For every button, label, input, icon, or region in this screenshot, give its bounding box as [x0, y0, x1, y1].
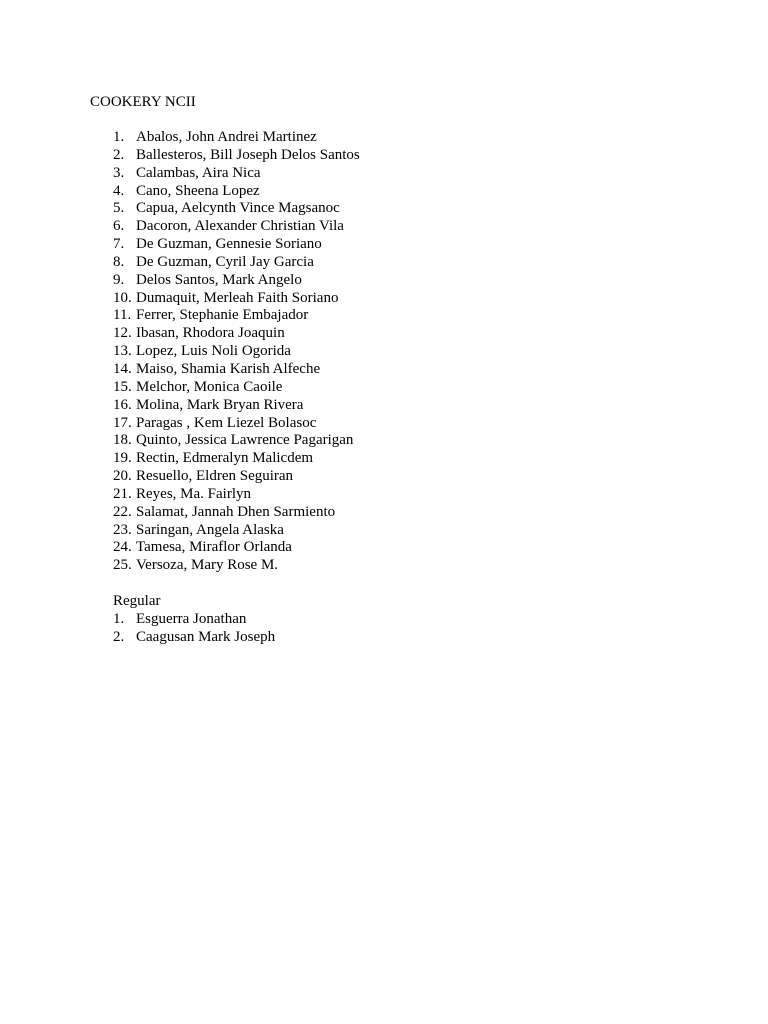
list-item	[113, 254, 360, 272]
student-name: Tamesa, Miraflor Orlanda	[136, 539, 292, 556]
student-name: Salamat, Jannah Dhen Sarmiento	[136, 503, 336, 520]
item-number: 11.	[113, 307, 132, 324]
item-number: 13.	[113, 343, 132, 360]
item-number: 4.	[113, 182, 125, 199]
student-name: Lopez, Luis Noli Ogorida	[136, 343, 291, 360]
item-number: 17.	[113, 414, 132, 431]
list-item	[113, 611, 275, 629]
item-number: 2.	[113, 628, 125, 645]
list-item	[113, 361, 360, 379]
student-name: Resuello, Eldren Seguiran	[136, 468, 294, 485]
list-item	[113, 307, 360, 325]
regular-list	[113, 611, 275, 647]
student-name: Versoza, Mary Rose M.	[136, 557, 279, 574]
student-name: Quinto, Jessica Lawrence Pagarigan	[136, 432, 354, 449]
student-name: Maiso, Shamia Karish Alfeche	[136, 360, 321, 377]
item-number: 15.	[113, 378, 132, 395]
student-name: Caagusan Mark Joseph	[136, 628, 276, 645]
item-number: 22.	[113, 503, 132, 520]
student-name: Cano, Sheena Lopez	[136, 182, 260, 199]
list-item	[113, 325, 360, 343]
item-number: 3.	[113, 164, 125, 181]
list-item	[113, 236, 360, 254]
list-item	[113, 522, 360, 540]
item-number: 25.	[113, 557, 132, 574]
item-number: 1.	[113, 129, 125, 145]
item-number: 14.	[113, 360, 132, 377]
student-name: Ibasan, Rhodora Joaquin	[136, 325, 285, 342]
regular-section-label: Regular	[113, 593, 161, 609]
student-name: Ferrer, Stephanie Embajador	[136, 307, 309, 324]
list-item	[113, 379, 360, 397]
student-name: De Guzman, Cyril Jay Garcia	[136, 253, 314, 270]
student-name: Saringan, Angela Alaska	[136, 521, 284, 538]
item-number: 7.	[113, 236, 125, 253]
student-name: Abalos, John Andrei Martinez	[136, 129, 317, 145]
item-number: 9.	[113, 271, 125, 288]
item-number: 21.	[113, 485, 132, 502]
item-number: 1.	[113, 611, 125, 627]
item-number: 24.	[113, 539, 132, 556]
item-number: 19.	[113, 450, 132, 467]
list-item	[113, 415, 360, 433]
item-number: 10.	[113, 289, 132, 306]
student-name: Dumaquit, Merleah Faith Soriano	[136, 289, 339, 306]
list-item	[113, 432, 360, 450]
item-number: 23.	[113, 521, 132, 538]
list-item	[113, 165, 360, 183]
student-name: Esguerra Jonathan	[136, 611, 247, 627]
item-number: 18.	[113, 432, 132, 449]
list-item	[113, 200, 360, 218]
list-item	[113, 290, 360, 308]
student-name: Reyes, Ma. Fairlyn	[136, 485, 251, 502]
list-item	[113, 272, 360, 290]
list-item	[113, 343, 360, 361]
student-name: Ballesteros, Bill Joseph Delos Santos	[136, 146, 360, 163]
student-name: Paragas , Kem Liezel Bolasoc	[136, 414, 317, 431]
item-number: 12.	[113, 325, 132, 342]
item-number: 20.	[113, 468, 132, 485]
item-number: 5.	[113, 200, 125, 217]
item-number: 16.	[113, 396, 132, 413]
student-name: Melchor, Monica Caoile	[136, 378, 283, 395]
list-item	[113, 218, 360, 236]
list-item	[113, 504, 360, 522]
student-name: Delos Santos, Mark Angelo	[136, 271, 302, 288]
list-item	[113, 450, 360, 468]
list-item	[113, 557, 360, 575]
list-item	[113, 183, 360, 201]
item-number: 2.	[113, 146, 125, 163]
student-name: De Guzman, Gennesie Soriano	[136, 236, 322, 253]
list-item	[113, 629, 275, 647]
student-name: Molina, Mark Bryan Rivera	[136, 396, 304, 413]
list-item	[113, 129, 360, 147]
student-name: Calambas, Aira Nica	[136, 164, 261, 181]
student-list	[113, 129, 360, 575]
list-item	[113, 468, 360, 486]
list-item	[113, 397, 360, 415]
student-name: Dacoron, Alexander Christian Vila	[136, 218, 344, 235]
student-name: Capua, Aelcynth Vince Magsanoc	[136, 200, 340, 217]
student-name: Rectin, Edmeralyn Malicdem	[136, 450, 314, 467]
list-item	[113, 539, 360, 557]
document-title: COOKERY NCII	[90, 94, 196, 110]
list-item	[113, 486, 360, 504]
item-number: 8.	[113, 253, 125, 270]
item-number: 6.	[113, 218, 125, 235]
list-item	[113, 147, 360, 165]
